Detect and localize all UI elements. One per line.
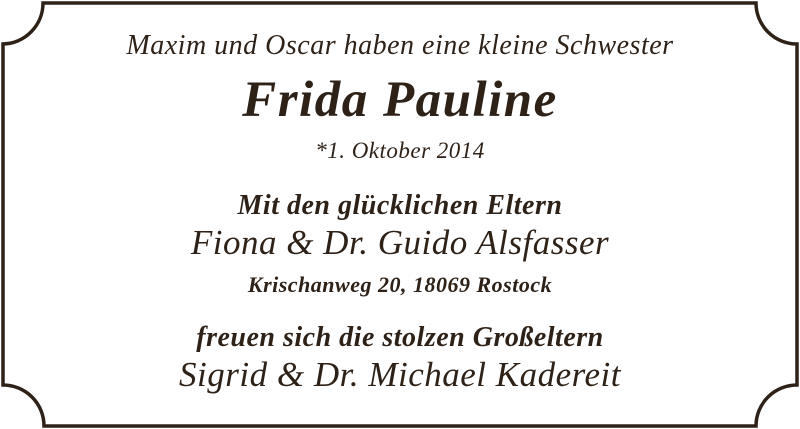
siblings-intro-text: Maxim und Oscar haben eine kleine Schwester [126,30,674,61]
address-text: Krischanweg 20, 18069 Rostock [247,272,553,297]
parents-names-text: Fiona & Dr. Guido Alsfasser [190,223,610,262]
grandparents-lead-text: freuen sich die stolzen Großeltern [196,322,604,353]
grandparents-names-text: Sigrid & Dr. Michael Kadereit [179,355,621,394]
birth-date-text: *1. Oktober 2014 [315,138,485,163]
parents-lead-text: Mit den glücklichen Eltern [237,190,563,221]
baby-name-heading: Frida Pauline [242,72,558,128]
